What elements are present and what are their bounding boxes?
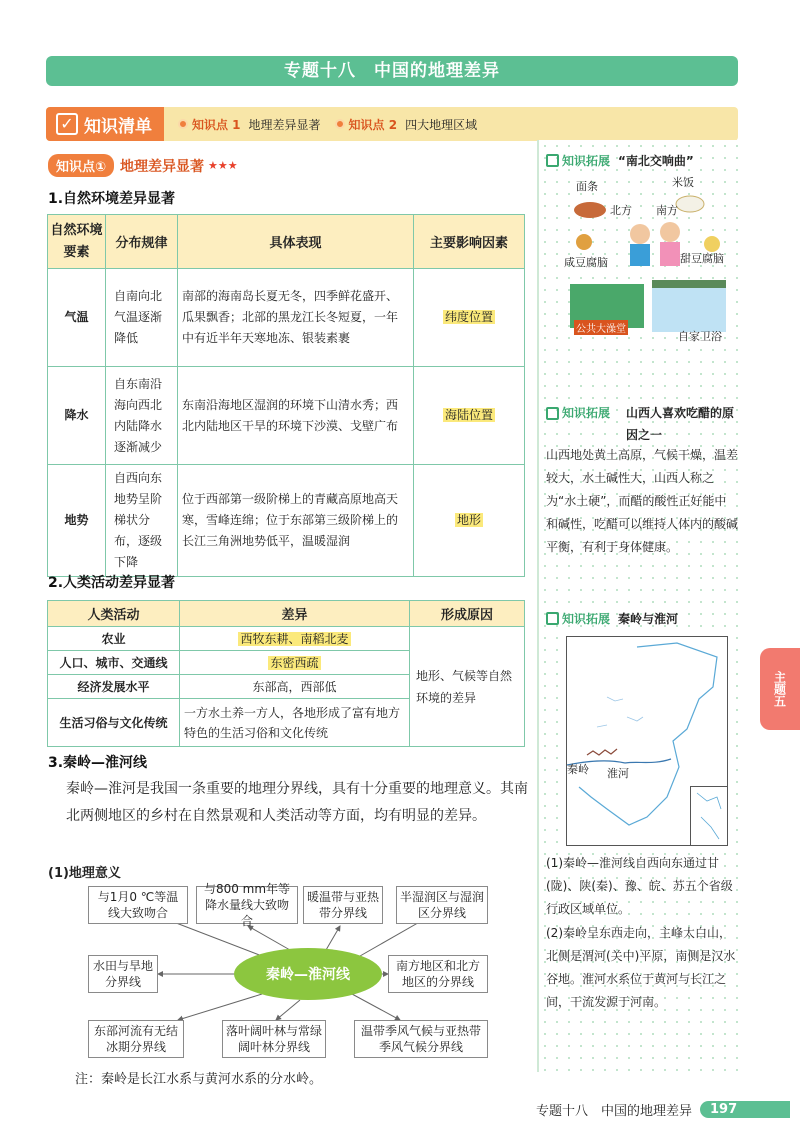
extension-tag-label: 知识拓展 bbox=[562, 612, 611, 626]
table-header: 自然环境要素 bbox=[48, 215, 106, 269]
table-row bbox=[48, 269, 525, 367]
table-cell-detail: 东南沿海地区湿润的环境下山清水秀；西北内陆地区干旱的环境下沙漠、戈壁广布 bbox=[178, 367, 414, 465]
highlighted-text: 海陆位置 bbox=[444, 408, 493, 422]
illustration-label: 南方 bbox=[656, 204, 678, 217]
table-cell-reason: 地形、气候等自然环境的差异 bbox=[410, 627, 525, 747]
theme-tab[interactable]: 主题五 bbox=[760, 648, 800, 730]
significance-box: 东部河流有无结冰期分界线 bbox=[88, 1020, 184, 1058]
page-number: 197 bbox=[700, 1101, 790, 1118]
table-header: 差异 bbox=[180, 601, 410, 627]
map-label: 淮河 bbox=[607, 767, 629, 780]
table-cell-activity: 经济发展水平 bbox=[48, 675, 180, 699]
highlighted-text: 东密西疏 bbox=[270, 655, 319, 670]
extension-icon bbox=[546, 154, 559, 167]
extension-1-heading bbox=[546, 152, 694, 169]
table-cell-activity: 人口、城市、交通线 bbox=[48, 651, 180, 675]
geographic-significance-heading: (1)地理意义 bbox=[48, 866, 121, 881]
table-cell-diff bbox=[180, 627, 410, 651]
knowledge-item-text: 地理差异显著 bbox=[248, 117, 321, 132]
significance-box: 温带季风气候与亚热带季风气候分界线 bbox=[354, 1020, 488, 1058]
extension-tag-label: 知识拓展 bbox=[562, 406, 611, 420]
highlighted-text: 纬度位置 bbox=[444, 310, 493, 324]
illustration-label: 北方 bbox=[610, 204, 632, 217]
significance-box: 半湿润区与湿润区分界线 bbox=[396, 886, 488, 924]
page-footer bbox=[536, 1100, 790, 1119]
illustration-label: 面条 bbox=[576, 180, 598, 193]
table-cell-detail: 南部的海南岛长夏无冬，四季鲜花盛开、瓜果飘香；北部的黑龙江长冬短夏，一年中有近半年天寒地冻、银装素裹 bbox=[178, 269, 414, 367]
highlighted-text: 西牧东耕、南稻北麦 bbox=[240, 631, 349, 646]
table-header: 主要影响因素 bbox=[414, 215, 525, 269]
section-1-heading: 1.自然环境差异显著 bbox=[48, 191, 176, 207]
significance-box: 落叶阔叶林与常绿阔叶林分界线 bbox=[222, 1020, 326, 1058]
table-cell-rule: 自西向东地势呈阶梯状分布，逐级下降 bbox=[106, 465, 178, 577]
extension-3-note-1: (1)秦岭—淮河线自西向东通过甘(陇)、陕(秦)、豫、皖、苏五个省级行政区域单位。 bbox=[546, 856, 733, 916]
table-cell-rule: 自南向北气温逐渐降低 bbox=[106, 269, 178, 367]
extension-tag-label: 知识拓展 bbox=[562, 154, 611, 168]
extension-tag bbox=[546, 152, 610, 169]
table-header: 人类活动 bbox=[48, 601, 180, 627]
knowledge-item-key: 知识点 1 bbox=[192, 117, 241, 132]
map-label: 秦岭 bbox=[567, 763, 589, 776]
extension-3-heading bbox=[546, 610, 678, 627]
table-cell-element: 降水 bbox=[48, 367, 106, 465]
extension-2-title: 山西人喜欢吃醋的原因之一 bbox=[626, 406, 735, 442]
table-header-row bbox=[48, 601, 525, 627]
table-header: 分布规律 bbox=[106, 215, 178, 269]
human-activity-table bbox=[47, 600, 525, 747]
table-cell-diff: 一方水土养一方人，各地形成了富有地方特色的生活习俗和文化传统 bbox=[180, 699, 410, 747]
inset-graphic bbox=[691, 787, 727, 845]
table-row bbox=[48, 367, 525, 465]
knowledge-list-tag bbox=[46, 107, 164, 141]
extension-icon bbox=[546, 612, 559, 625]
section-3-paragraph: 秦岭—淮河是我国一条重要的地理分界线，具有十分重要的地理意义。其南北两侧地区的乡村在自然景观和人类活动等方面，均有明显的差异。 bbox=[66, 781, 528, 824]
extension-3-note-2: (2)秦岭呈东西走向，主峰太白山，北侧是渭河(关中)平原，南侧是汉水谷地。淮河水系位于黄河与长江之间，干流发源于河南。 bbox=[546, 926, 736, 1009]
significance-box: 与800 mm年等降水量线大致吻合 bbox=[196, 886, 298, 924]
table-row bbox=[48, 627, 525, 651]
knowledge-item-2 bbox=[335, 116, 478, 133]
extension-2-heading bbox=[546, 402, 740, 446]
illustration-label: 公共大澡堂 bbox=[574, 320, 628, 335]
table-cell-element: 地势 bbox=[48, 465, 106, 577]
table-cell-diff bbox=[180, 651, 410, 675]
section-2-heading: 2.人类活动差异显著 bbox=[48, 575, 176, 591]
extension-1-title: “南北交响曲” bbox=[618, 154, 694, 168]
extension-tag bbox=[546, 610, 610, 627]
knowledge-point-heading bbox=[48, 154, 238, 177]
table-cell-diff: 东部高，西部低 bbox=[180, 675, 410, 699]
extension-2-text: 山西地处黄土高原，气候干燥，温差较大，水土碱性大，山西人称之为“水土硬”，而醋的酸性正好能中和碱性，吃醋可以维持人体内的酸碱平衡，有利于身体健康。 bbox=[546, 448, 739, 554]
illustration-label: 米饭 bbox=[672, 176, 694, 189]
table-cell-activity: 生活习俗与文化传统 bbox=[48, 699, 180, 747]
north-south-illustration bbox=[560, 172, 736, 344]
knowledge-list-label: 知识清单 bbox=[84, 116, 152, 137]
table-cell-factor bbox=[414, 269, 525, 367]
table-cell-element: 气温 bbox=[48, 269, 106, 367]
knowledge-item-text: 四大地理区域 bbox=[405, 117, 478, 132]
table-cell-detail: 位于西部第一级阶梯上的青藏高原地高天寒，雪峰连绵；位于东部第三级阶梯上的长江三角洲地势低平，温暖湿润 bbox=[178, 465, 414, 577]
bullet-icon bbox=[335, 119, 345, 129]
knowledge-item-key: 知识点 2 bbox=[348, 117, 398, 132]
knowledge-point-badge: 知识点① bbox=[48, 154, 114, 177]
center-node: 秦岭—淮河线 bbox=[234, 948, 382, 1000]
highlighted-text: 地形 bbox=[456, 513, 481, 527]
section-3-heading: 3.秦岭—淮河线 bbox=[48, 755, 148, 771]
table-cell-factor bbox=[414, 367, 525, 465]
knowledge-list-bar bbox=[46, 107, 738, 141]
illustration-label: 咸豆腐脑 bbox=[564, 256, 608, 269]
table-row bbox=[48, 465, 525, 577]
significance-box: 南方地区和北方地区的分界线 bbox=[388, 955, 488, 993]
table-header: 形成原因 bbox=[410, 601, 525, 627]
table-cell-activity: 农业 bbox=[48, 627, 180, 651]
significance-box: 水田与旱地分界线 bbox=[88, 955, 158, 993]
star-rating-icon: ★★★ bbox=[208, 159, 238, 172]
bullet-icon bbox=[178, 119, 188, 129]
knowledge-item-1 bbox=[178, 116, 321, 133]
page-title: 专题十八 中国的地理差异 bbox=[46, 56, 738, 86]
check-icon: ✓ bbox=[56, 113, 78, 135]
significance-box: 与1月0 ℃等温线大致吻合 bbox=[88, 886, 188, 924]
diagram-note: 注：秦岭是长江水系与黄河水系的分水岭。 bbox=[75, 1072, 323, 1087]
extension-3-title: 秦岭与淮河 bbox=[618, 612, 679, 626]
table-cell-rule: 自东南沿海向西北内陆降水逐渐减少 bbox=[106, 367, 178, 465]
south-china-sea-inset bbox=[690, 786, 728, 846]
table-header-row bbox=[48, 215, 525, 269]
knowledge-point-title: 地理差异显著 bbox=[120, 158, 205, 175]
table-header: 具体表现 bbox=[178, 215, 414, 269]
illustration-label: 自家卫浴 bbox=[678, 330, 722, 343]
footer-text: 专题十八 中国的地理差异 bbox=[536, 1104, 693, 1119]
illustration-label: 甜豆腐脑 bbox=[680, 252, 724, 265]
natural-environment-table bbox=[47, 214, 525, 577]
table-cell-factor bbox=[414, 465, 525, 577]
significance-box: 暖温带与亚热带分界线 bbox=[303, 886, 383, 924]
